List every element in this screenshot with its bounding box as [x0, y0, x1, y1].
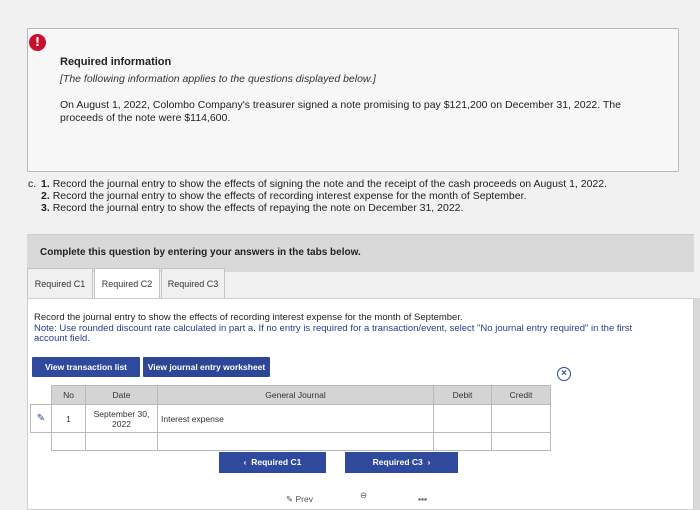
info-title: Required information: [60, 56, 172, 68]
question-item-3: 3. Record the journal entry to show the effects of repaying the note on December 31, 2022.: [41, 202, 464, 214]
instructions-text: Complete this question by entering your answers in the tabs below.: [40, 247, 361, 258]
panel-side-strip: [694, 298, 700, 510]
journal-table: [30, 385, 551, 451]
row-debit[interactable]: [434, 433, 492, 451]
record-line: Record the journal entry to show the effects of recording interest expense for the month of September.: [34, 312, 463, 323]
chevron-right-icon: ›: [427, 457, 431, 467]
prev-button-label: Required C1: [251, 457, 302, 467]
row-no: 1: [52, 405, 86, 433]
table-row: [31, 433, 551, 451]
record-instructions: [34, 313, 664, 345]
row-credit[interactable]: [492, 405, 551, 433]
edit-pencil-icon[interactable]: ✎: [31, 405, 52, 433]
view-transaction-list-button[interactable]: View transaction list: [32, 357, 140, 377]
footer-prev-fragment: ✎ Prev: [286, 494, 313, 504]
table-row: [31, 405, 551, 433]
question-item-1: 1. Record the journal entry to show the effects of signing the note and the receipt of the cash proceeds on August 1, 2022.: [41, 178, 608, 190]
chevron-left-icon: ‹: [243, 457, 247, 467]
col-date-header: Date: [86, 386, 158, 405]
row-account[interactable]: Interest expense: [158, 405, 434, 433]
row-debit[interactable]: [434, 405, 492, 433]
link-icon: ⊖: [360, 490, 368, 500]
next-button-label: Required C3: [372, 457, 423, 467]
row-credit[interactable]: [492, 433, 551, 451]
tab-required-c2[interactable]: Required C2: [94, 268, 160, 298]
question-item-2: 2. Record the journal entry to show the effects of recording interest expense for the month of September.: [41, 190, 527, 202]
col-credit-header: Credit: [492, 386, 551, 405]
col-general-journal-header: General Journal: [158, 386, 434, 405]
row-date: September 30, 2022: [86, 405, 158, 433]
close-icon[interactable]: ×: [557, 367, 571, 381]
tab-required-c1[interactable]: Required C1: [27, 268, 93, 298]
view-journal-entry-worksheet-button[interactable]: View journal entry worksheet: [143, 357, 270, 377]
grid-icon: ▪▪▪: [418, 494, 428, 504]
row-no: [52, 433, 86, 451]
record-note: Note: Use rounded discount rate calculated in part a. If no entry is required for a transaction/event, select "No journal entry required" in the first account field.: [34, 322, 633, 344]
col-debit-header: Debit: [434, 386, 492, 405]
info-body: On August 1, 2022, Colombo Company's treasurer signed a note promising to pay $121,200 on December 31, 2022. The proceeds of the note were $114,600.: [60, 99, 621, 124]
next-required-c3-button[interactable]: [345, 452, 458, 473]
question-letter: c.: [28, 178, 37, 190]
prev-required-c1-button[interactable]: [219, 452, 326, 473]
journal-header-row: [31, 386, 551, 405]
col-no-header: No: [52, 386, 86, 405]
tab-bar: [27, 268, 694, 298]
tab-required-c3[interactable]: Required C3: [161, 268, 225, 298]
alert-icon: !: [29, 34, 46, 51]
instructions-banner: [27, 234, 694, 272]
header-spacer: [31, 386, 52, 405]
row-account[interactable]: [158, 433, 434, 451]
edit-spacer: [31, 433, 52, 451]
info-subtitle: [The following information applies to the questions displayed below.]: [60, 73, 376, 85]
row-date: [86, 433, 158, 451]
